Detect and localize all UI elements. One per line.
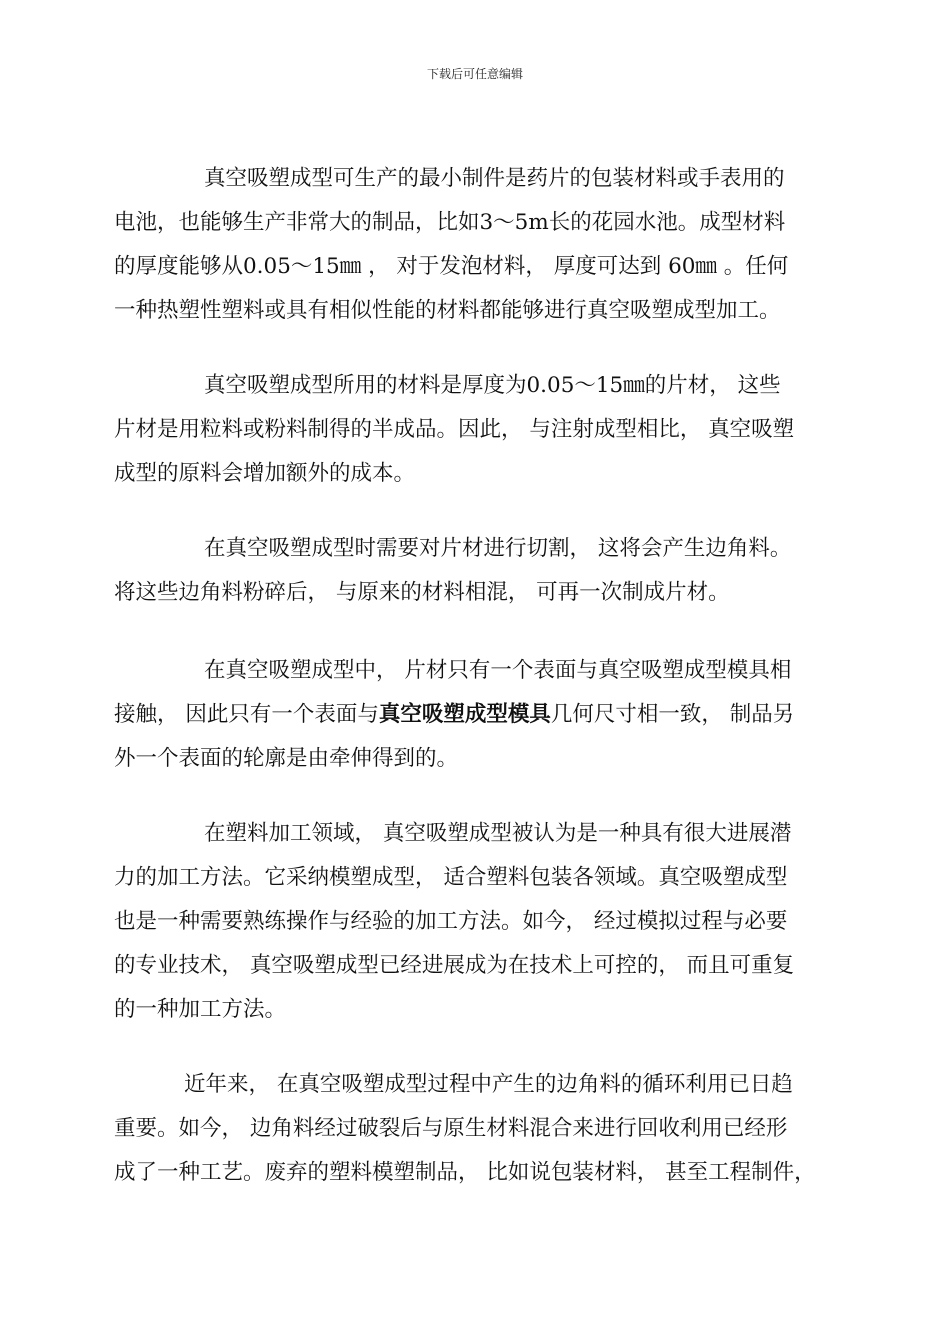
text-line: 也是一种需要熟练操作与经验的加工方法。如今， 经过模拟过程与必要 (114, 909, 788, 934)
bold-term: 真空吸塑成型模具 (378, 702, 551, 727)
text-line: 力的加工方法。它采纳模塑成型， 适合塑料包装各领域。真空吸塑成型 (114, 865, 788, 890)
text-line: 成型的原料会增加额外的成本。 (114, 461, 416, 486)
text-line: 真空吸塑成型可生产的最小制件是药片的包装材料或手表用的 (204, 166, 785, 191)
text-line: 近年来， 在真空吸塑成型过程中产生的边角料的循环利用已日趋 (184, 1072, 793, 1097)
text-line: 电池，也能够生产非常大的制品，比如3～5m长的花园水池。成型材料 (114, 210, 786, 235)
paragraph-5 (114, 812, 794, 1032)
text-line: 真空吸塑成型所用的材料是厚度为0.05～15㎜的片材， 这些 (204, 373, 781, 398)
paragraph-3 (114, 527, 791, 615)
text-run: 接触， 因此只有一个表面与 (114, 702, 379, 727)
text-run: 几何尺寸相一致， 制品另 (550, 702, 795, 727)
text-line: 的厚度能够从0.05～15㎜ ， 对于发泡材料， 厚度可达到 60㎜ 。任何 (114, 254, 789, 279)
text-line: 一种热塑性塑料或具有相似性能的材料都能够进行真空吸塑成型加工。 (114, 298, 781, 323)
text-line: 在真空吸塑成型时需要对片材进行切割， 这将会产生边角料。 (204, 536, 792, 561)
paragraph-6 (114, 1063, 816, 1195)
text-line: 片材是用粒料或粉料制得的半成品。因此， 与注射成型相比， 真空吸塑 (114, 417, 795, 442)
text-line-with-bold (114, 693, 794, 737)
text-line: 在塑料加工领域， 真空吸塑成型被认为是一种具有很大进展潜 (204, 821, 792, 846)
text-line: 的专业技术， 真空吸塑成型已经进展成为在技术上可控的， 而且可重复 (114, 953, 795, 978)
text-line: 在真空吸塑成型中， 片材只有一个表面与真空吸塑成型模具相 (204, 658, 792, 683)
text-line: 将这些边角料粉碎后， 与原来的材料相混， 可再一次制成片材。 (114, 580, 730, 605)
paragraph-4 (114, 649, 794, 781)
paragraph-1 (114, 157, 788, 333)
page-header: 下载后可任意编辑 (426, 67, 523, 81)
text-line: 的一种加工方法。 (114, 997, 287, 1022)
paragraph-2 (114, 364, 794, 496)
text-line: 成了一种工艺。废弃的塑料模塑制品， 比如说包装材料， 甚至工程制件， (114, 1160, 816, 1185)
text-line: 重要。如今， 边角料经过破裂后与原生材料混合来进行回收利用已经形 (114, 1116, 788, 1141)
text-line: 外一个表面的轮廓是由牵伸得到的。 (114, 746, 459, 771)
